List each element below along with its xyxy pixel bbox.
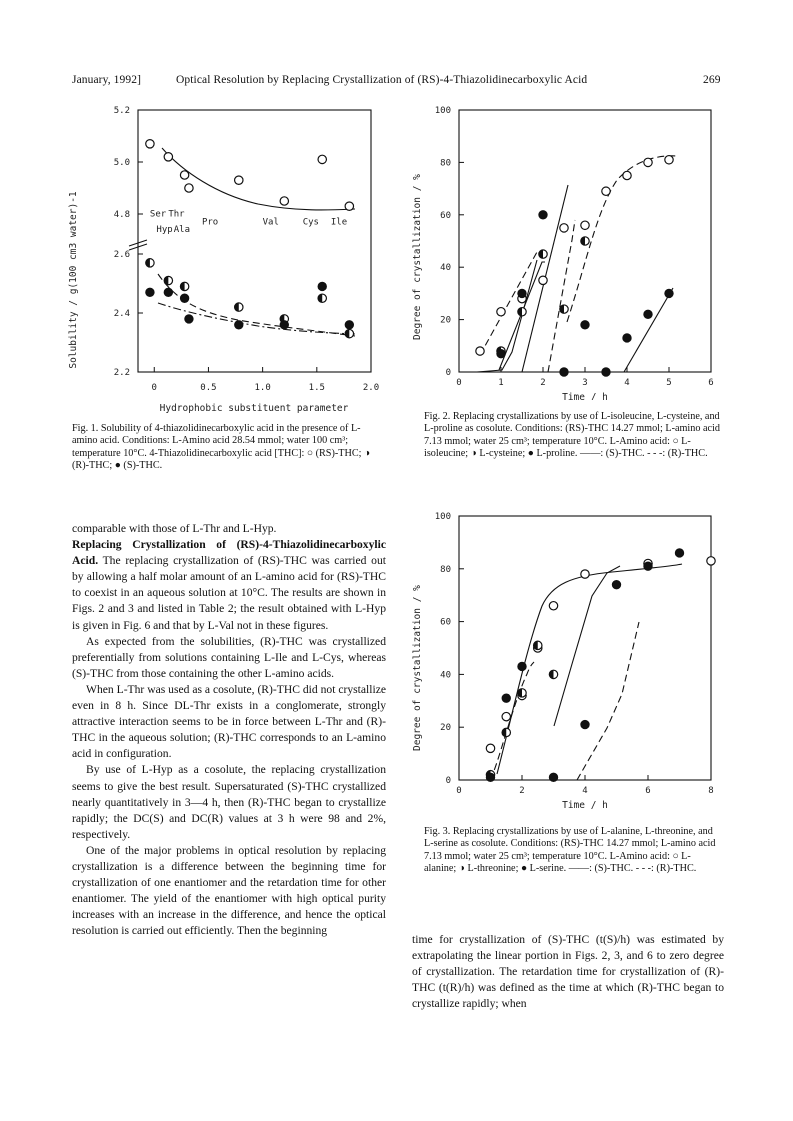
fig3-point: [581, 720, 589, 728]
fig3-point: [502, 712, 510, 720]
fig1-point: [280, 197, 288, 205]
paragraph-continuation: comparable with those of L-Thr and L-Hyp.: [72, 522, 277, 535]
section-heading: Replacing Crystallization of (RS)-4-Thiazolidinecarboxylic Acid.: [72, 538, 386, 568]
fig3-point: [518, 662, 526, 670]
figure-2-caption: Fig. 2. Replacing crystallizations by use of L-isoleucine, L-cysteine, and L-proline as cosolute. Conditions: (RS)-THC 14.27 mmol; L-amino acid 7.13 mmol; water 25 cm³; temperature 10°C. L-Amino acid: ○ L-isoleucine; ◑ L-cysteine; ● L-proline. ——: (S)-THC. - - -: (R)-THC.: [424, 411, 720, 460]
fig1-point: [164, 288, 172, 296]
fig1-y-tick-label: 4.8: [113, 210, 130, 220]
fig3-point: [518, 689, 526, 697]
fig1-amino-acid-label: Val: [262, 217, 279, 228]
fig1-point: [318, 282, 326, 290]
fig3-x-tick-label: 8: [708, 786, 714, 796]
fig2-x-tick-label: 3: [582, 378, 588, 388]
fig2-x-tick-label: 6: [708, 378, 714, 388]
fig2-pro-r-curve: [624, 288, 673, 372]
page-number: 269: [703, 74, 721, 86]
fig1-point: [345, 329, 353, 337]
left-column-text: [72, 521, 386, 939]
fig1-point: [235, 176, 243, 184]
fig1-y-tick-label: 5.2: [113, 106, 130, 116]
fig2-point: [665, 156, 673, 164]
fig1-point: [280, 321, 288, 329]
paragraph-hydroxyproline: By use of L-Hyp as a cosolute, the replacing crystallization seems to give the best result. Supersaturated (S)-THC crystallized nearly quantitatively in 3—4 h, then (R)-THC began to crystallize rapidly; the DC(S) and DC(R) values at 3 h were 98 and 2%, respectively.: [72, 763, 386, 841]
fig1-point: [164, 153, 172, 161]
fig2-x-tick-label: 1: [498, 378, 504, 388]
fig2-point: [539, 211, 547, 219]
fig2-y-tick-label: 0: [445, 368, 451, 378]
fig2-point: [560, 305, 568, 313]
fig2-point: [560, 224, 568, 232]
fig2-x-tick-label: 5: [666, 378, 672, 388]
fig1-y-axis-label: Solubility / g(100 cm3 water)-1: [68, 191, 79, 369]
figure-1-solubility-plot: [58, 100, 398, 418]
fig1-amino-acid-label: Ser: [149, 209, 167, 220]
fig3-point: [502, 694, 510, 702]
paragraph-estimation: time for crystallization of (S)-THC (t(S)/h) was estimated by extrapolating the linear portion in Figs. 2, 3, and 6 to zero degree of crystallization. The retardation time for crystallization of (R)-THC (t(R)/h) was defined as the time at which (R)-THC began to crystallize rapidly; when: [412, 933, 724, 1011]
fig1-amino-acid-label: Thr: [168, 209, 185, 220]
fig1-x-tick-label: 1.5: [308, 383, 325, 393]
fig2-y-tick-label: 100: [434, 106, 451, 116]
fig2-point: [644, 310, 652, 318]
fig1-amino-acid-label: Hyp: [156, 225, 173, 236]
fig3-x-tick-label: 0: [456, 786, 462, 796]
fig1-y-tick-label: 2.6: [113, 250, 130, 260]
fig3-plot-frame: [459, 516, 711, 780]
fig2-point: [560, 368, 568, 376]
fig2-point: [602, 187, 610, 195]
paragraph-problems: One of the major problems in optical resolution by replacing crystallization is a difference between the beginning time for crystallization of one enantiomer and the retardation time for other enantiomer. The yield of the enantiomer with high optical purity increases with an increase in the difference, and hence the optical resolution is carried out efficiently. Then the beginning: [72, 843, 386, 938]
figure-3-crystallization-plot: [402, 506, 732, 816]
fig3-y-tick-label: 0: [445, 776, 451, 786]
fig2-point: [497, 308, 505, 316]
fig1-point: [185, 315, 193, 323]
running-head-title: Optical Resolution by Replacing Crystallization of (RS)-4-Thiazolidinecarboxylic Acid: [176, 74, 588, 86]
fig3-x-tick-label: 4: [582, 786, 588, 796]
fig3-y-tick-label: 100: [434, 512, 451, 522]
fig2-y-tick-label: 40: [440, 263, 451, 274]
fig1-x-tick-label: 1.0: [254, 383, 271, 393]
fig2-point: [518, 289, 526, 297]
fig2-y-axis-label: Degree of crystallization / %: [412, 174, 423, 340]
figure-2-crystallization-plot: [402, 100, 732, 400]
fig3-y-axis-label: Degree of crystallization / %: [412, 585, 423, 751]
fig2-point: [581, 321, 589, 329]
fig2-x-tick-label: 2: [540, 378, 546, 388]
fig1-amino-acid-label: Ile: [330, 217, 348, 228]
fig3-x-axis-label: Time / h: [562, 800, 608, 811]
fig1-point: [345, 321, 353, 329]
fig3-thr-r-curve: [490, 662, 534, 780]
fig1-point: [164, 276, 172, 284]
fig2-point: [476, 347, 484, 355]
fig1-x-axis-label: Hydrophobic substituent parameter: [159, 403, 349, 414]
fig1-point: [235, 321, 243, 329]
fig2-point: [497, 349, 505, 357]
fig3-y-tick-label: 60: [440, 617, 451, 628]
fig3-point: [549, 670, 557, 678]
fig2-ile-s-curve: [477, 260, 537, 372]
fig1-y-tick-label: 2.2: [113, 368, 130, 378]
fig3-point: [581, 570, 589, 578]
fig3-ser-r-curve: [577, 622, 639, 780]
fig3-x-tick-label: 2: [519, 786, 525, 796]
fig1-point: [146, 288, 154, 296]
fig2-y-tick-label: 80: [440, 158, 451, 169]
fig2-point: [539, 250, 547, 258]
fig1-point: [180, 282, 188, 290]
fig3-y-tick-label: 40: [440, 670, 451, 681]
fig2-point: [623, 171, 631, 179]
fig1-x-tick-label: 0.5: [200, 383, 217, 393]
fig3-point: [675, 549, 683, 557]
fig1-point: [180, 171, 188, 179]
fig2-x-tick-label: 4: [624, 378, 630, 388]
fig1-amino-acid-label: Ala: [173, 225, 191, 236]
fig2-point: [539, 276, 547, 284]
paragraph-threonine: When L-Thr was used as a cosolute, (R)-THC did not crystallize even in 8 h. Since DL-Thr exists in a conglomerate, strongly attractive interaction seems to be in force between L-Thr and (R)-THC in the aqueous solution; (R)-THC corresponds to an L-amino acid in configuration.: [72, 682, 386, 761]
fig2-x-axis-label: Time / h: [562, 392, 608, 400]
fig3-point: [486, 744, 494, 752]
fig3-ser-s-curve: [554, 566, 620, 726]
right-column-text: [412, 932, 724, 1012]
fig1-point: [146, 259, 154, 267]
fig2-point: [581, 237, 589, 245]
figure-1-caption: Fig. 1. Solubility of 4-thiazolidinecarboxylic acid in the presence of L-amino acid. Conditions: L-Amino acid 28.54 mmol; water 100 cm³; temperature 10°C. 4-Thiazolidinecarboxylic acid [THC]: ○ (RS)-THC; ◑ (R)-THC; ● (S)-THC.: [72, 423, 371, 472]
fig2-point: [623, 334, 631, 342]
fig3-point: [486, 773, 494, 781]
fig1-point: [180, 294, 188, 302]
fig2-y-tick-label: 60: [440, 210, 451, 221]
fig1-point: [146, 140, 154, 148]
fig2-y-tick-label: 20: [440, 315, 451, 326]
fig3-y-tick-label: 20: [440, 723, 451, 734]
fig3-y-tick-label: 80: [440, 564, 451, 575]
fig1-point: [185, 184, 193, 192]
fig1-point: [235, 303, 243, 311]
running-head-date: January, 1992]: [72, 74, 141, 86]
fig3-x-tick-label: 6: [645, 786, 651, 796]
fig1-amino-acid-label: Pro: [201, 217, 219, 228]
fig3-point: [549, 773, 557, 781]
fig2-cys-r-curve: [548, 220, 575, 372]
fig2-point: [518, 308, 526, 316]
fig1-y-tick-label: 5.0: [113, 158, 130, 168]
fig3-point: [707, 557, 715, 565]
fig2-point: [644, 158, 652, 166]
fig1-x-tick-label: 2.0: [362, 383, 380, 393]
fig1-amino-acid-label: Cys: [302, 217, 319, 228]
fig3-point: [612, 580, 620, 588]
figure-3-caption: Fig. 3. Replacing crystallizations by use of L-alanine, L-threonine, and L-serine as cosolute. Conditions: (RS)-THC 14.27 mmol; L-amino acid 7.13 mmol; water 25 cm³; temperature 10°C. L-Amino acid: ○ L-alanine; ◑ L-threonine; ● L-serine. ——: (S)-THC. - - -: (R)-THC.: [424, 826, 716, 875]
fig3-point: [644, 562, 652, 570]
fig1-point: [318, 294, 326, 302]
fig1-x-tick-label: 0: [151, 383, 157, 393]
fig2-point: [665, 289, 673, 297]
fig1-point: [318, 155, 326, 163]
fig3-point: [549, 602, 557, 610]
fig1-y-tick-label: 2.4: [113, 309, 130, 319]
paragraph-solubilities: As expected from the solubilities, (R)-THC was crystallized preferentially from solutions containing L-Ile and L-Cys, whereas (S)-THC from those containing the other L-amino acids.: [72, 634, 386, 680]
fig2-x-tick-label: 0: [456, 378, 462, 388]
fig3-point: [502, 728, 510, 736]
section-intro: The replacing crystallization of (RS)-THC was carried out by allowing a half molar amount of an L-amino acid for (RS)-THC to coexist in an aqueous solution at 10°C. The results are shown in Figs. 2 and 3 and listed in Table 2; the result obtained with L-Hyp is given in Fig. 6 and that by L-Val not in these figures.: [72, 554, 386, 632]
fig3-point: [534, 641, 542, 649]
fig1-point: [345, 202, 353, 210]
fig2-point: [602, 368, 610, 376]
fig2-point: [581, 221, 589, 229]
